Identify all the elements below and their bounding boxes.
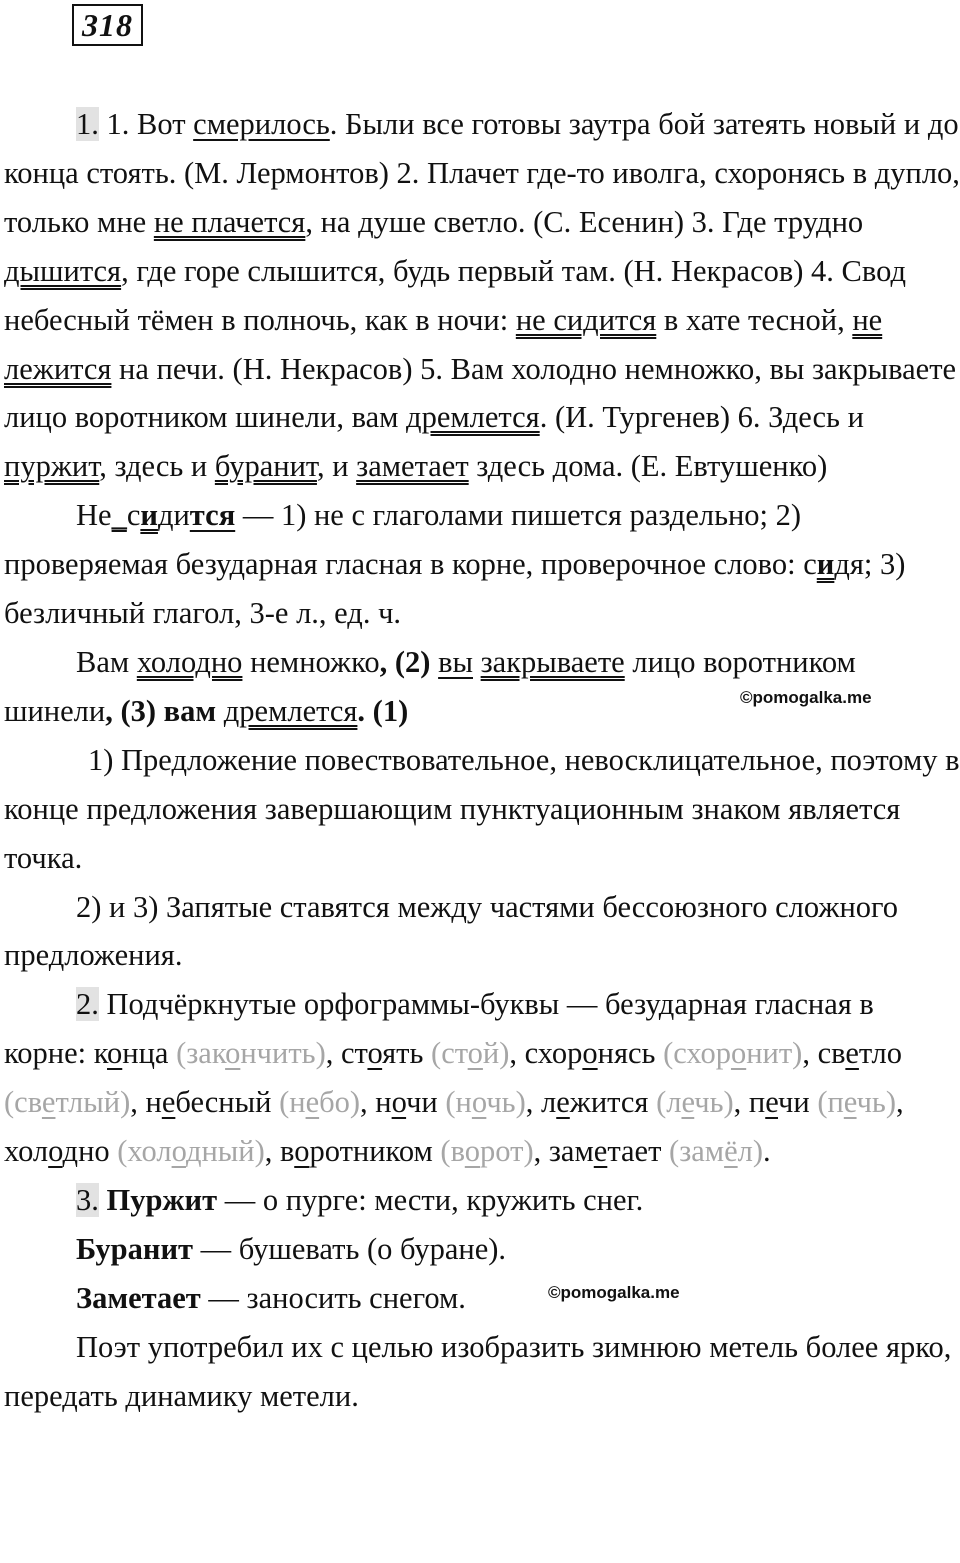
stressed-vowel: о <box>467 1036 483 1071</box>
unstressed-vowel: е <box>161 1085 176 1120</box>
stressed-vowel: о <box>171 1134 186 1169</box>
check-word <box>279 1085 360 1119</box>
orthogram-word <box>341 1036 517 1070</box>
word-part: зам <box>548 1134 594 1169</box>
parse-predicate: закрываете <box>480 644 625 679</box>
parse-predicate: холодно <box>136 644 243 679</box>
separator: , <box>525 1085 534 1120</box>
check-word <box>445 1085 525 1119</box>
task3-definition <box>4 1274 960 1323</box>
word-part: нца <box>122 1036 169 1071</box>
word-part: дно <box>62 1134 110 1169</box>
check-word <box>663 1036 802 1070</box>
orthogram-word <box>94 1036 334 1070</box>
word-part: н <box>375 1085 392 1120</box>
text-fragment: , здесь и <box>99 449 208 484</box>
task3-marker: 3. <box>76 1182 99 1217</box>
check-word-part: (л <box>656 1085 682 1120</box>
text-fragment: . Были все готовы заутра бой затеять новый и до конца стоять. (М. Лермонтов) 2. Плачет где-то иволга, схоронясь в дупло, только мне <box>4 107 960 239</box>
orthogram-word <box>549 1134 771 1168</box>
analysis-gap: _ <box>111 498 127 533</box>
task3-definition <box>4 1176 960 1225</box>
punctuation-note-1: 1) Предложение повествовательное, невосклицательное, поэтому в конце предложения завершающим пунктуационным знаком является точка. <box>4 742 960 875</box>
check-word <box>669 1134 763 1168</box>
definition-text: — заносить снегом. <box>200 1280 466 1315</box>
word-part: ять <box>382 1036 424 1071</box>
task2-paragraph <box>4 980 960 1176</box>
check-word-part: (хол <box>117 1134 172 1169</box>
word-part: св <box>817 1036 846 1071</box>
word-part: л <box>541 1085 557 1120</box>
check-word-part: (зак <box>176 1036 226 1071</box>
check-word-part: л) <box>737 1134 764 1169</box>
parse-punct: . (1) <box>357 693 409 728</box>
check-word <box>817 1085 896 1119</box>
stressed-vowel: о <box>464 1134 481 1169</box>
check-word-part: (зам <box>669 1134 725 1169</box>
definition-text: — бушевать (о буране). <box>193 1231 507 1266</box>
orthogram-word <box>145 1085 367 1119</box>
orthogram-word <box>541 1085 741 1119</box>
check-word <box>176 1036 326 1070</box>
check-word <box>4 1085 130 1119</box>
check-word-part: бо) <box>319 1085 361 1120</box>
predicate: заметает <box>356 449 469 484</box>
separator: , <box>130 1085 138 1120</box>
punctuation-note-2: 2) и 3) Запятые ставятся между частями бессоюзного сложного предложения. <box>4 889 899 973</box>
unstressed-vowel: е <box>845 1036 859 1071</box>
predicate: смерилось <box>193 107 330 141</box>
check-word-part: (ст <box>431 1036 468 1071</box>
parse-punct: , (3) вам <box>105 693 217 728</box>
separator: , <box>533 1134 542 1169</box>
task2-marker: 2. <box>76 987 99 1022</box>
task2-word-list <box>4 1036 904 1168</box>
word-part: тло <box>858 1036 902 1071</box>
sentence-parse <box>4 638 960 736</box>
check-word-part: рот) <box>480 1134 534 1169</box>
text-fragment: , где горе слышится, будь первый там. (Н. Некрасов) 4. Свод небесный тёмен в полночь, как в ночи: <box>4 253 906 337</box>
definition-term: Заметает <box>76 1280 201 1315</box>
word-part: в <box>280 1134 295 1169</box>
check-word-part: (н <box>279 1085 306 1120</box>
separator: , <box>895 1085 904 1120</box>
check-word-part: (св <box>4 1085 42 1120</box>
word-part: ротником <box>309 1134 433 1169</box>
watermark: ©pomogalka.me <box>740 688 872 707</box>
stressed-vowel: о <box>225 1036 241 1071</box>
predicate: пуржит <box>4 449 100 484</box>
stressed-vowel: о <box>730 1036 747 1071</box>
analysis-text: дя; 3) безличный глагол, 3-е л., ед. ч. <box>4 547 906 631</box>
check-word-part: нит) <box>746 1036 803 1071</box>
unstressed-vowel: о <box>582 1036 598 1071</box>
predicate: не сидится <box>515 302 657 337</box>
unstressed-vowel: о <box>294 1134 310 1169</box>
separator: . <box>763 1134 771 1169</box>
check-word-part: чь) <box>694 1085 734 1120</box>
stressed-vowel: е <box>305 1085 320 1120</box>
orthogram-word <box>4 1134 272 1168</box>
analysis-word-part: Не <box>76 498 112 533</box>
analysis-vowel: и <box>140 498 158 533</box>
analysis-ending: тся <box>189 498 236 533</box>
word-part: нясь <box>597 1036 656 1071</box>
word-part: схор <box>524 1036 583 1071</box>
unstressed-vowel: е <box>765 1085 779 1120</box>
unstressed-vowel: е <box>593 1134 608 1169</box>
check-word-part: чь) <box>486 1085 526 1120</box>
stressed-vowel: о <box>471 1085 487 1120</box>
definition-term: Буранит <box>76 1231 193 1266</box>
analysis-vowel: и <box>816 547 835 582</box>
word-part: жится <box>569 1085 649 1120</box>
word-part: н <box>145 1085 162 1120</box>
parse-subject: вы <box>438 644 473 679</box>
parse-word: немножко <box>250 644 380 679</box>
analysis-word-part: ди <box>157 498 190 533</box>
word-part: тает <box>607 1134 662 1169</box>
analysis-text: — 1) не с глаголами пишется раздельно; 2) проверяемая безударная гласная в корне, проверочное слово: с <box>4 498 817 582</box>
text-fragment: здесь дома. (Е. Евтушенко) <box>476 449 828 484</box>
predicate: буранит <box>214 449 317 484</box>
text-fragment: . (И. Тургенев) 6. Здесь и <box>539 400 864 435</box>
unstressed-vowel: о <box>391 1085 407 1120</box>
orthogram-word <box>375 1085 533 1119</box>
check-word <box>117 1134 265 1168</box>
check-word-part: чь) <box>856 1085 896 1120</box>
word-part: к <box>93 1036 108 1071</box>
check-word-part: дный) <box>185 1134 265 1169</box>
stressed-vowel: е <box>843 1085 857 1120</box>
text-fragment: в хате тесной, <box>663 302 845 337</box>
stressed-vowel: е <box>681 1085 695 1120</box>
word-part: хол <box>4 1134 49 1169</box>
word-part: ст <box>340 1036 368 1071</box>
unstressed-vowel: е <box>556 1085 570 1120</box>
unstressed-vowel: о <box>107 1036 123 1071</box>
task1-paragraph <box>4 100 960 491</box>
text-fragment: на печи. (Н. Некрасов) 5. Вам холодно немножко, вы закрываете лицо воротником шинели, вам <box>4 351 957 435</box>
task3-definition <box>4 1225 960 1274</box>
watermark: ©pomogalka.me <box>548 1283 680 1302</box>
stressed-vowel: е <box>41 1085 56 1120</box>
parse-word: лицо воротником шинели <box>4 644 856 728</box>
separator: , <box>325 1036 334 1071</box>
check-word-part: тлый) <box>55 1085 131 1120</box>
answer-text <box>4 100 960 1420</box>
task2-intro: Подчёркнутые орфограммы-буквы — безударная гласная в корне: <box>4 987 874 1071</box>
definition-term: Пуржит <box>106 1182 218 1217</box>
check-word <box>440 1134 533 1168</box>
check-word-part: (в <box>440 1134 465 1169</box>
text-fragment: , и <box>316 449 349 484</box>
separator: , <box>360 1085 368 1120</box>
parse-predicate: дремлется <box>223 693 358 728</box>
unstressed-vowel: о <box>367 1036 383 1071</box>
task1-marker: 1. <box>76 107 99 141</box>
text-fragment: , на душе светло. (С. Есенин) 3. Где трудно <box>305 204 864 239</box>
check-word <box>431 1036 509 1070</box>
orthogram-word <box>525 1036 810 1070</box>
predicate: дышится <box>4 253 122 288</box>
check-word-part: нчить) <box>240 1036 326 1071</box>
sentence-number: 1. Вот <box>106 107 186 141</box>
word-part: бесный <box>175 1085 272 1120</box>
check-word-part: (п <box>817 1085 844 1120</box>
check-word-part: (схор <box>663 1036 731 1071</box>
word-part: п <box>748 1085 766 1120</box>
predicate: дремлется <box>406 400 540 435</box>
orthogram-word <box>280 1134 541 1168</box>
definition-text: — о пурге: мести, кружить снег. <box>217 1182 644 1217</box>
word-part: чи <box>406 1085 438 1120</box>
check-word <box>656 1085 734 1119</box>
parse-punct: , (2) <box>379 644 431 679</box>
separator: , <box>264 1134 273 1169</box>
parse-word: Вам <box>76 644 130 679</box>
word-analysis <box>4 491 960 638</box>
separator: , <box>733 1085 742 1120</box>
stressed-vowel: ё <box>724 1134 738 1169</box>
analysis-word-part: с <box>126 498 141 533</box>
task3-conclusion: Поэт употребил их с целью изобразить зимнюю метель более ярко, передать динамику метели. <box>4 1329 952 1413</box>
predicate: не лежится <box>4 302 883 386</box>
exercise-number: 318 <box>72 4 143 46</box>
check-word-part: й) <box>482 1036 510 1071</box>
predicate: не плачется <box>153 204 306 239</box>
unstressed-vowel: о <box>48 1134 63 1169</box>
word-part: чи <box>778 1085 810 1120</box>
separator: , <box>802 1036 810 1071</box>
orthogram-word <box>749 1085 904 1119</box>
separator: , <box>509 1036 518 1071</box>
check-word-part: (н <box>445 1085 472 1120</box>
